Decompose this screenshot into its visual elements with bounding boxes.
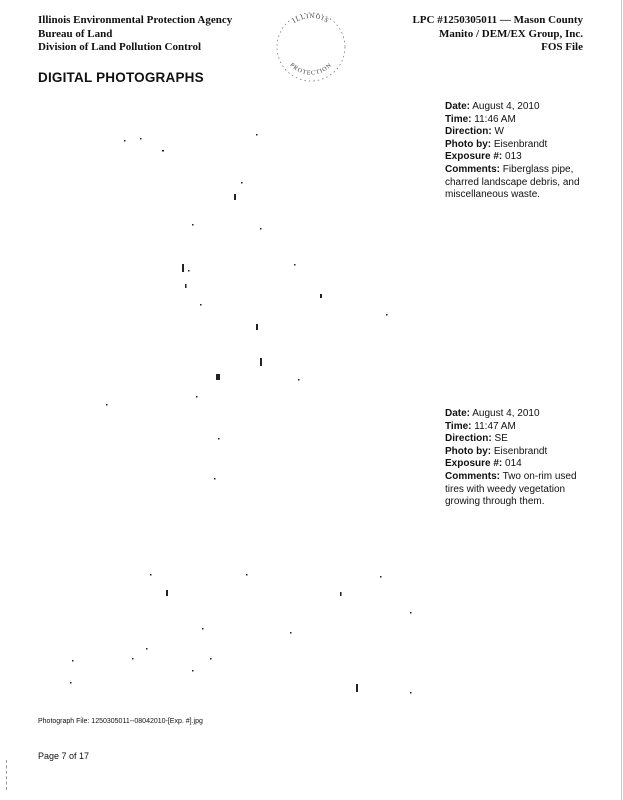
exposure-label: Exposure #:	[445, 458, 503, 470]
scan-edge	[621, 0, 622, 800]
photo-area	[40, 98, 435, 710]
svg-text:ILLINOIS	[292, 13, 331, 25]
agency-name: Illinois Environmental Protection Agency	[38, 14, 233, 26]
page-number: Page 7 of 17	[38, 751, 90, 761]
photo-by-value: Eisenbrandt	[493, 445, 548, 457]
exposure-value: 014	[505, 458, 522, 470]
page-title: DIGITAL PHOTOGRAPHS	[38, 70, 204, 85]
svg-text:PROTECTION	[288, 62, 333, 76]
seal-text-bottom: PROTECTION	[288, 62, 334, 77]
direction-value: W	[494, 126, 504, 138]
lpc-block	[412, 14, 583, 55]
photo-by-label: Photo by:	[445, 445, 492, 457]
photo-details-2	[445, 408, 590, 509]
time-label: Time:	[445, 420, 472, 432]
photo-by-label: Photo by:	[445, 138, 492, 150]
photo-details-1	[445, 101, 590, 202]
seal-text-top: ILLINOIS	[291, 12, 331, 25]
time-label: Time:	[445, 113, 472, 125]
direction-label: Direction:	[445, 126, 492, 138]
file-type: FOS File	[541, 41, 583, 53]
date-label: Date:	[445, 101, 471, 112]
direction-label: Direction:	[445, 433, 492, 445]
division-name: Division of Land Pollution Control	[38, 41, 201, 53]
lpc-number: LPC #1250305011 — Mason County	[412, 14, 583, 26]
date-label: Date:	[445, 408, 471, 419]
bureau-name: Bureau of Land	[38, 27, 113, 40]
comments-value: Two on-rim used tires with weedy vegetation growing through them.	[445, 470, 577, 508]
date-value: August 4, 2010	[472, 408, 540, 419]
date-value: August 4, 2010	[472, 101, 540, 112]
agency-seal	[272, 8, 350, 86]
comments-value: Fiberglass pipe, charred landscape debris, and miscellaneous waste.	[445, 163, 580, 201]
site-name: Manito / DEM/EX Group, Inc.	[438, 27, 583, 40]
photo-by-value: Eisenbrandt	[493, 138, 548, 150]
comments-label: Comments:	[445, 470, 501, 482]
agency-block	[38, 14, 232, 55]
time-value: 11:46 AM	[474, 113, 516, 125]
scan-edge-left	[6, 760, 8, 790]
time-value: 11:47 AM	[474, 420, 516, 432]
comments-label: Comments:	[445, 163, 501, 175]
direction-value: SE	[494, 433, 508, 445]
exposure-label: Exposure #:	[445, 151, 503, 163]
exposure-value: 013	[505, 151, 522, 163]
photo-file-name: Photograph File: 1250305011--08042010-[Exp. #].jpg	[38, 718, 203, 725]
